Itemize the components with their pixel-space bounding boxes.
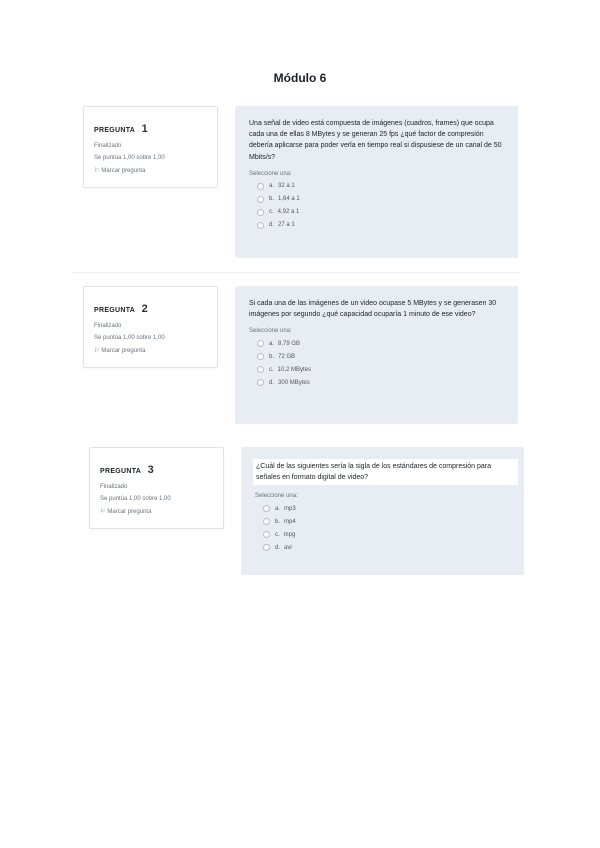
- question-info-card-1: [83, 106, 218, 188]
- radio-button[interactable]: [257, 379, 264, 386]
- option-text: 32 a 1: [278, 183, 295, 190]
- answer-prompt: Seleccione una:: [255, 493, 298, 500]
- answer-option[interactable]: [249, 376, 504, 389]
- option-letter: c.: [275, 531, 280, 538]
- question-status: Finalizado: [94, 323, 122, 329]
- answer-option[interactable]: [255, 541, 510, 554]
- option-letter: d.: [269, 379, 275, 386]
- radio-button[interactable]: [263, 544, 270, 551]
- question-text: ¿Cuál de las siguientes sería la sigla de los estándares de compresión para señales en formato digital de video?: [253, 459, 518, 485]
- question-panel-1: [235, 106, 518, 258]
- question-score: Se puntúa 1,00 sobre 1,00: [100, 496, 171, 502]
- option-letter: d.: [275, 544, 281, 551]
- answer-options: [255, 502, 510, 554]
- question-info-card-2: [83, 286, 218, 368]
- radio-button[interactable]: [257, 183, 264, 190]
- section-divider: [72, 272, 520, 273]
- question-heading: [100, 460, 213, 478]
- option-letter: a.: [269, 340, 275, 347]
- radio-button[interactable]: [257, 366, 264, 373]
- option-letter: a.: [275, 505, 281, 512]
- option-text: avi: [284, 544, 292, 551]
- answer-option[interactable]: [249, 219, 504, 232]
- flag-icon: ⚐: [94, 348, 100, 354]
- answer-prompt: Seleccione una:: [249, 328, 292, 335]
- option-letter: c.: [269, 366, 274, 373]
- radio-button[interactable]: [257, 222, 264, 229]
- radio-button[interactable]: [263, 531, 270, 538]
- radio-button[interactable]: [263, 518, 270, 525]
- radio-button[interactable]: [257, 196, 264, 203]
- radio-button[interactable]: [257, 340, 264, 347]
- question-label: PREGUNTA: [100, 468, 142, 475]
- answer-options: [249, 337, 504, 389]
- question-panel-3: [241, 447, 524, 575]
- question-heading: [94, 299, 207, 317]
- answer-option[interactable]: [249, 180, 504, 193]
- question-text: Si cada una de las imágenes de un video ocupase 5 MBytes y se generasen 30 imágenes por segundo ¿qué capacidad ocuparía 1 minuto de ese video?: [249, 300, 497, 319]
- option-text: 300 MBytes: [278, 379, 310, 386]
- answer-option[interactable]: [249, 206, 504, 219]
- flag-question-label: Marcar pregunta: [101, 168, 146, 174]
- question-status: Finalizado: [94, 143, 122, 149]
- radio-button[interactable]: [257, 353, 264, 360]
- answer-options: [249, 180, 504, 232]
- option-letter: b.: [269, 353, 275, 360]
- option-letter: a.: [269, 183, 275, 190]
- question-score: Se puntúa 1,00 sobre 1,00: [94, 155, 165, 161]
- flag-question-link[interactable]: [100, 508, 213, 515]
- question-number: 3: [147, 464, 154, 476]
- option-text: 27 a 1: [278, 222, 295, 229]
- question-score: Se puntúa 1,00 sobre 1,00: [94, 335, 165, 341]
- question-status: Finalizado: [100, 484, 128, 490]
- flag-icon: ⚐: [100, 509, 106, 515]
- flag-question-link[interactable]: [94, 347, 207, 354]
- option-text: 72 GB: [278, 353, 296, 360]
- flag-icon: ⚐: [94, 168, 100, 174]
- question-number: 1: [141, 123, 148, 135]
- flag-question-label: Marcar pregunta: [101, 348, 146, 354]
- flag-question-link[interactable]: [94, 167, 207, 174]
- option-letter: b.: [269, 196, 275, 203]
- answer-option[interactable]: [255, 528, 510, 541]
- answer-option[interactable]: [249, 350, 504, 363]
- question-heading: [94, 119, 207, 137]
- answer-option[interactable]: [249, 193, 504, 206]
- question-info-card-3: [89, 447, 224, 529]
- answer-option[interactable]: [249, 363, 504, 376]
- answer-option[interactable]: [249, 337, 504, 350]
- answer-option[interactable]: [255, 502, 510, 515]
- option-letter: d.: [269, 222, 275, 229]
- option-text: 1,64 a 1: [278, 196, 300, 203]
- page-title: Módulo 6: [273, 71, 327, 85]
- flag-question-label: Marcar pregunta: [107, 509, 152, 515]
- answer-prompt: Seleccione una:: [249, 170, 292, 177]
- option-text: mp3: [284, 505, 296, 512]
- option-text: mpg: [283, 531, 296, 538]
- question-number: 2: [141, 303, 148, 315]
- question-label: PREGUNTA: [94, 127, 136, 134]
- radio-button[interactable]: [263, 505, 270, 512]
- radio-button[interactable]: [257, 209, 264, 216]
- question-panel-2: [235, 286, 518, 424]
- option-text: 8,79 GB: [278, 340, 301, 347]
- option-letter: b.: [275, 518, 281, 525]
- question-text: Una señal de video está compuesta de imágenes (cuadros, frames) que ocupa cada una de ellas 8 MBytes y se generan 25 fps ¿qué factor de compresión debería aplicarse para poder verla en tiempo real si dispusiese de un canal de 50 Mbits/s?: [249, 120, 502, 161]
- option-text: mp4: [284, 518, 296, 525]
- option-letter: c.: [269, 209, 274, 216]
- option-text: 10,2 MBytes: [277, 366, 312, 373]
- answer-option[interactable]: [255, 515, 510, 528]
- option-text: 4,92 a 1: [277, 209, 300, 216]
- question-label: PREGUNTA: [94, 307, 136, 314]
